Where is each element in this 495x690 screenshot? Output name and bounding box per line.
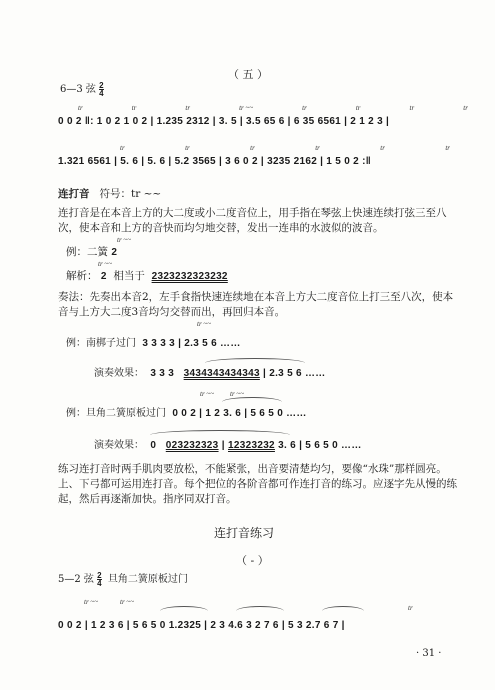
trill-mark: tr [355, 104, 361, 112]
example-note: 2 [111, 247, 118, 258]
score-line-2: 1.321 6561 | 5. 6 | 5. 6 | 5.2 3565 | 3 6 0 2 | 3235 2162 | 1 5 0 2 :‖ [58, 156, 371, 167]
effect2-notes-b: 023232323 [165, 440, 219, 451]
example-tr: tr ~~ [117, 236, 131, 244]
trill-mark: tr [185, 144, 190, 152]
practice-tuning: 5—2 弦 [58, 574, 94, 585]
score-line-1: 0 0 2 ‖: 1 0 2 1 0 2 | 1.235 2312 | 3. 5 | 3.5 65 6 | 6 35 6561 | 2 1 2 3 | [58, 116, 390, 127]
dan-label: 例：旦角二簧原板过门 [66, 408, 166, 419]
lianda-heading-row [58, 186, 161, 201]
slur-mark [222, 397, 282, 402]
practice-tr-3: tr [408, 604, 413, 612]
trill-mark: tr [131, 104, 137, 112]
effect2-notes-a: 0 [150, 440, 157, 451]
analysis-note: 2 [100, 271, 107, 282]
effect1-row [94, 364, 326, 379]
practice-time-signature [97, 572, 101, 587]
nanbang-label: 例：南梆子过门 [66, 338, 136, 349]
effect2-label: 演奏效果： [94, 440, 144, 451]
effect2-row: 演奏效果： 0 023232323 | 12323232 3. 6 | 5 6 5 0 …… [94, 440, 362, 451]
practice-tr-1: tr ~~ [84, 598, 98, 606]
tuning-label: 6—3 弦 [60, 84, 96, 95]
time-bottom: 4 [99, 89, 104, 98]
slur-mark [160, 606, 208, 611]
nanbang-row [66, 334, 241, 349]
paragraph-definition: 连打音是在本音上方的大二度或小二度音位上，用手指在琴弦上快速连续打弦三至八次，使本音和上方的音快而均匀地交替，发出一连串的水波似的波音。 [58, 207, 447, 234]
practice-header [58, 570, 188, 587]
tr-row-2 [120, 144, 450, 152]
paragraph-technique: 奏法：先奏出本音2，左手食指快速连续地在本音上方大二度音位上打三至八次，使本音与上方大二度3音均匀交替而出，再回归本音。 [58, 291, 454, 318]
analysis-row [66, 268, 228, 283]
slur-mark [205, 358, 305, 363]
slur-mark [236, 606, 284, 611]
nanbang-notes: 3 3 3 3 | 2.3 5 6 …… [142, 338, 241, 349]
trill-mark: tr [120, 144, 125, 152]
practice-subtitle: （ - ） [236, 554, 269, 567]
practice-title: 连打音练习 [214, 526, 275, 540]
trill-mark: tr [409, 104, 415, 112]
dan-notes: 0 0 2 | 1 2 3. 6 | 5 6 5 0 …… [172, 408, 307, 419]
effect2-notes-d: 3. 6 | 5 6 5 0 …… [278, 440, 362, 451]
dan-tr-2: tr ~~ [230, 390, 244, 398]
tr-row-1 [78, 104, 468, 112]
practice-tr-2: tr ~~ [120, 598, 134, 606]
trill-mark: tr [315, 144, 320, 152]
trill-mark: tr [250, 144, 255, 152]
page-number: · 31 · [416, 648, 442, 659]
symbol-label: 符号：tr ~~ [99, 188, 162, 200]
dan-tr-1: tr ~~ [200, 390, 214, 398]
slur-mark [150, 430, 290, 435]
time-top: 2 [97, 571, 102, 580]
dan-row [66, 404, 307, 419]
ex5-tuning [60, 80, 104, 97]
analysis-sequence: 2323232323232 [151, 271, 228, 282]
analysis-tr: tr ~~ [98, 260, 112, 268]
trill-mark: tr [463, 104, 468, 112]
effect1-notes-a: 3 3 3 [150, 368, 175, 379]
nanbang-tr: tr ~~ [197, 320, 211, 328]
analysis-mid: 相当于 [113, 270, 145, 282]
time-bottom: 4 [97, 579, 102, 588]
trill-mark: tr [302, 104, 307, 112]
trill-mark: tr [445, 144, 450, 152]
time-top: 2 [99, 81, 104, 90]
lianda-heading: 连打音 [58, 188, 90, 200]
paragraph-practice-notes: 练习连打音时两手肌肉要放松，不能紧张，出音要清楚均匀，要像“水珠”那样圆亮。上、下弓都可运用连打音。每个把位的各阶音都可作连打音的练习。应逐字先从慢的练起，然后再逐渐加快。指序同双打音。 [58, 463, 457, 505]
trill-mark: tr [380, 144, 385, 152]
time-signature [99, 82, 103, 97]
effect1-label: 演奏效果： [94, 368, 144, 379]
trill-mark: tr [185, 104, 191, 112]
effect1-notes-c: | 2.3 5 6 …… [263, 368, 326, 379]
practice-piece: 旦角二簧原板过门 [107, 574, 188, 585]
practice-score-line: 0 0 2 | 1 2 3 6 | 5 6 5 0 1.2325 | 2 3 4.6 3 2 7 6 | 5 3 2.7 6 7 | [58, 620, 345, 631]
effect2-notes-c: 12323232 [228, 440, 275, 451]
effect1-notes-b: 3434343434343 [183, 368, 260, 379]
trill-mark: tr ~~ [239, 104, 254, 112]
analysis-label: 解析： [66, 270, 98, 282]
example-row [66, 244, 117, 259]
trill-mark: tr [78, 104, 83, 112]
slur-mark [322, 606, 364, 611]
section-title: （ 五 ） [228, 68, 268, 81]
example-label: 例：二簧 [66, 246, 108, 258]
